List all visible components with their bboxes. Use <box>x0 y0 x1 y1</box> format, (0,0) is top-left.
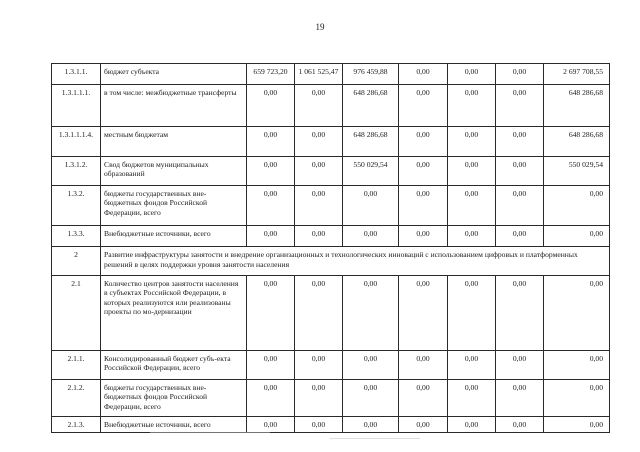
row-name: бюджеты государственных вне-бюджетных фондов Российской Федерации, всего <box>101 186 247 226</box>
row-year-value: 0,00 <box>247 186 295 226</box>
table-row <box>52 85 610 127</box>
row-code: 1.3.2. <box>52 186 101 226</box>
row-year-value: 0,00 <box>343 276 399 351</box>
row-year-value: 0,00 <box>295 127 343 157</box>
row-year-value: 0,00 <box>295 186 343 226</box>
row-total-value: 648 286,68 <box>544 85 610 127</box>
row-code: 2.1.1. <box>52 351 101 380</box>
row-year-value: 0,00 <box>295 85 343 127</box>
table-row <box>52 157 610 186</box>
row-name: местным бюджетам <box>101 127 247 157</box>
row-code: 2.1.3. <box>52 417 101 433</box>
row-year-value: 0,00 <box>399 276 448 351</box>
row-total-value: 0,00 <box>544 276 610 351</box>
row-total-value: 0,00 <box>544 186 610 226</box>
row-name: Внебюджетные источники, всего <box>101 226 247 247</box>
row-year-value: 0,00 <box>496 276 544 351</box>
row-code: 1.3.1.2. <box>52 157 101 186</box>
row-total-value: 0,00 <box>544 417 610 433</box>
row-total-value: 2 697 708,55 <box>544 64 610 85</box>
budget-table <box>51 63 610 433</box>
table-row <box>52 226 610 247</box>
row-year-value: 0,00 <box>295 417 343 433</box>
section-title: Развитие инфраструктуры занятости и внедрение организационных и технологических инноваций с использованием цифровых и платформенных решений в целях поддержки уровня занятости населения <box>101 247 610 276</box>
row-year-value: 0,00 <box>247 157 295 186</box>
row-year-value: 0,00 <box>247 276 295 351</box>
table-row <box>52 380 610 417</box>
row-total-value: 0,00 <box>544 351 610 380</box>
row-code: 2.1.2. <box>52 380 101 417</box>
row-year-value: 0,00 <box>496 417 544 433</box>
row-year-value: 648 286,68 <box>343 85 399 127</box>
row-year-value: 0,00 <box>448 186 496 226</box>
row-code: 1.3.1.1. <box>52 64 101 85</box>
row-year-value: 0,00 <box>448 64 496 85</box>
row-year-value: 0,00 <box>399 351 448 380</box>
row-year-value: 648 286,68 <box>343 127 399 157</box>
row-year-value: 0,00 <box>247 417 295 433</box>
row-year-value: 976 459,88 <box>343 64 399 85</box>
table-row <box>52 417 610 433</box>
row-year-value: 0,00 <box>343 351 399 380</box>
row-name: Консолидированный бюджет субъ-екта Российской Федерации, всего <box>101 351 247 380</box>
row-year-value: 0,00 <box>295 226 343 247</box>
row-year-value: 0,00 <box>448 351 496 380</box>
row-year-value: 0,00 <box>399 380 448 417</box>
page-number: 19 <box>315 22 325 32</box>
row-year-value: 0,00 <box>496 186 544 226</box>
row-code: 2.1 <box>52 276 101 351</box>
row-year-value: 0,00 <box>448 157 496 186</box>
row-year-value: 0,00 <box>496 157 544 186</box>
table-row <box>52 186 610 226</box>
row-year-value: 0,00 <box>295 157 343 186</box>
row-total-value: 550 029,54 <box>544 157 610 186</box>
row-name: Внебюджетные источники, всего <box>101 417 247 433</box>
row-total-value: 648 286,68 <box>544 127 610 157</box>
row-year-value: 0,00 <box>247 380 295 417</box>
row-name: бюджет субъекта <box>101 64 247 85</box>
row-year-value: 659 723,20 <box>247 64 295 85</box>
row-year-value: 0,00 <box>399 157 448 186</box>
row-name: бюджеты государственных вне-бюджетных фондов Российской Федерации, всего <box>101 380 247 417</box>
row-year-value: 0,00 <box>448 85 496 127</box>
row-total-value: 0,00 <box>544 380 610 417</box>
row-year-value: 550 029,54 <box>343 157 399 186</box>
row-year-value: 0,00 <box>448 380 496 417</box>
row-year-value: 0,00 <box>399 127 448 157</box>
row-code: 1.3.1.1.1. <box>52 85 101 127</box>
row-name: Свод бюджетов муниципальных образований <box>101 157 247 186</box>
row-code: 1.3.3. <box>52 226 101 247</box>
row-year-value: 0,00 <box>343 186 399 226</box>
row-year-value: 1 061 525,47 <box>295 64 343 85</box>
row-year-value: 0,00 <box>399 85 448 127</box>
row-year-value: 0,00 <box>448 417 496 433</box>
row-year-value: 0,00 <box>399 64 448 85</box>
table-row <box>52 64 610 85</box>
row-year-value: 0,00 <box>247 351 295 380</box>
row-year-value: 0,00 <box>343 417 399 433</box>
row-year-value: 0,00 <box>496 226 544 247</box>
row-year-value: 0,00 <box>496 380 544 417</box>
row-name: в том числе: межбюджетные трансферты <box>101 85 247 127</box>
row-total-value: 0,00 <box>544 226 610 247</box>
row-year-value: 0,00 <box>496 64 544 85</box>
table-row <box>52 276 610 351</box>
row-year-value: 0,00 <box>448 276 496 351</box>
table-row <box>52 351 610 380</box>
row-year-value: 0,00 <box>247 85 295 127</box>
row-code: 1.3.1.1.1.4. <box>52 127 101 157</box>
scan-artifact-line <box>330 438 420 439</box>
row-year-value: 0,00 <box>399 186 448 226</box>
row-year-value: 0,00 <box>399 226 448 247</box>
table-body <box>52 64 610 433</box>
table-row <box>52 127 610 157</box>
row-code: 2 <box>52 247 101 276</box>
row-year-value: 0,00 <box>343 380 399 417</box>
row-year-value: 0,00 <box>399 417 448 433</box>
row-year-value: 0,00 <box>247 226 295 247</box>
row-year-value: 0,00 <box>448 226 496 247</box>
row-year-value: 0,00 <box>295 276 343 351</box>
row-year-value: 0,00 <box>448 127 496 157</box>
row-year-value: 0,00 <box>247 127 295 157</box>
row-year-value: 0,00 <box>496 85 544 127</box>
row-year-value: 0,00 <box>343 226 399 247</box>
row-year-value: 0,00 <box>295 351 343 380</box>
scan-artifact-line <box>150 432 270 433</box>
row-name: Количество центров занятости населения в субъектах Российской Федерации, в которых реализуются или реализованы проекты по мо-дернизации <box>101 276 247 351</box>
row-year-value: 0,00 <box>496 351 544 380</box>
row-year-value: 0,00 <box>496 127 544 157</box>
row-year-value: 0,00 <box>295 380 343 417</box>
section-row <box>52 247 610 276</box>
